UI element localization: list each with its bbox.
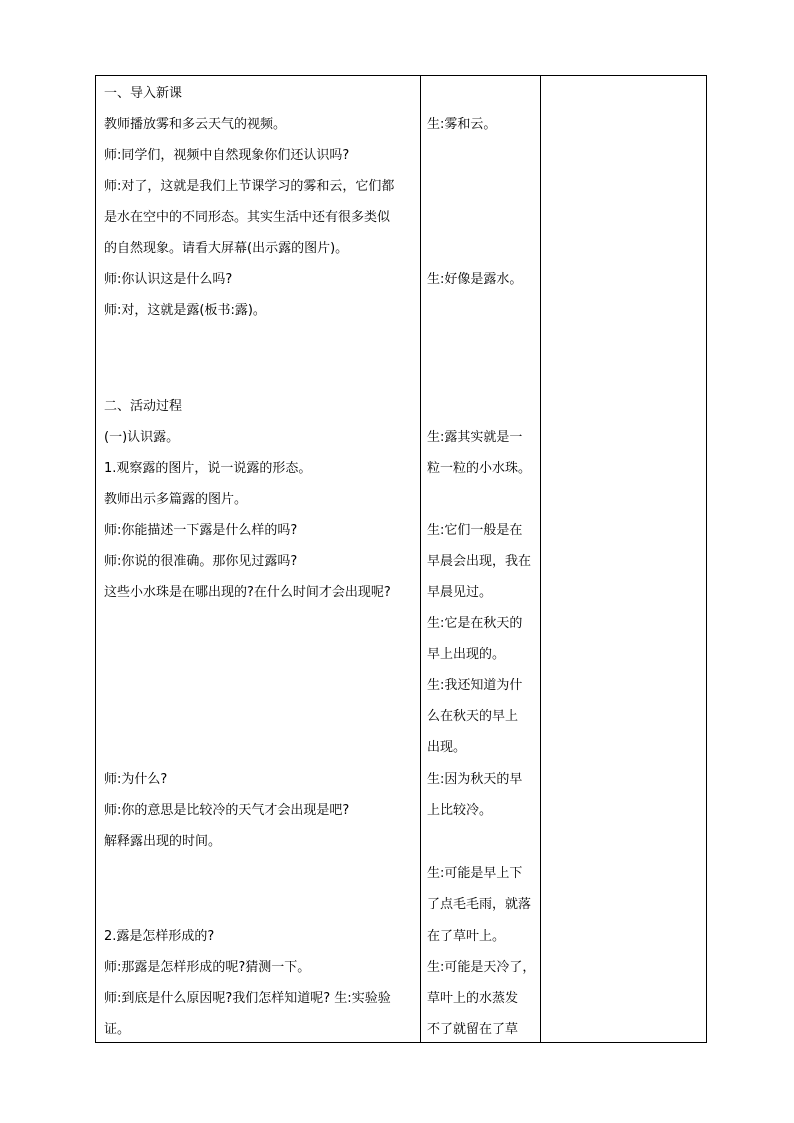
section-heading: 二、活动过程 (104, 399, 183, 414)
text-line: 生:露其实就是一 (427, 430, 523, 445)
text-line: 师:你认识这是什么吗? (104, 272, 233, 287)
text-line: 是水在空中的不同形态。其实生活中还有很多类似 (104, 210, 391, 225)
text-line: 证。 (104, 1022, 131, 1037)
text-line: 生:它是在秋天的 (427, 616, 523, 631)
text-line: 解释露出现的时间。 (104, 834, 222, 849)
text-line: 师:你能描述一下露是什么样的吗? (104, 523, 298, 538)
notes-cell (541, 76, 706, 1042)
text-line: 师:你的意思是比较冷的天气才会出现是吧? (104, 803, 350, 818)
text-line: 生:我还知道为什 (427, 678, 523, 693)
text-line: 师:那露是怎样形成的呢?猜测一下。 (104, 960, 311, 975)
text-line: 教师出示多篇露的图片。 (104, 492, 248, 507)
text-line: 师:对了，这就是我们上节课学习的雾和云，它们都 (104, 179, 395, 194)
text-line: 这些小水珠是在哪出现的?在什么时间才会出现呢? (104, 585, 391, 600)
text-line: 生:好像是露水。 (427, 272, 523, 287)
text-line: 1.观察露的图片，说一说露的形态。 (104, 461, 312, 476)
text-line: 师:同学们，视频中自然现象你们还认识吗? (104, 148, 350, 163)
text-line: 出现。 (427, 740, 467, 755)
text-line: 上比较冷。 (427, 803, 493, 818)
text-line: 师:为什么? (104, 772, 168, 787)
text-line: 在了草叶上。 (427, 929, 506, 944)
text-line: (一)认识露。 (104, 430, 180, 445)
text-line: 了点毛毛雨，就落 (427, 897, 532, 912)
teacher-activity-cell (96, 76, 420, 1042)
text-line: 生:因为秋天的早 (427, 772, 523, 787)
text-line: 的自然现象。请看大屏幕(出示露的图片)。 (104, 241, 349, 256)
text-line: 生:它们一般是在 (427, 523, 523, 538)
text-line: 早上出现的。 (427, 647, 506, 662)
text-line: 草叶上的水蒸发 (427, 991, 519, 1006)
text-line: 么在秋天的早上 (427, 709, 519, 724)
text-line: 粒一粒的小水珠。 (427, 461, 532, 476)
text-line: 早晨会出现，我在 (427, 554, 532, 569)
text-line: 不了就留在了草 (427, 1022, 519, 1037)
text-line: 一、导入新课 (104, 86, 183, 101)
student-activity-cell (421, 76, 540, 1042)
text-line: 师:对，这就是露(板书:露)。 (104, 303, 266, 318)
text-line: 生:可能是早上下 (427, 866, 523, 881)
lesson-plan-table (95, 75, 707, 1043)
text-line: 生:雾和云。 (427, 117, 497, 132)
text-line: 2.露是怎样形成的? (104, 929, 215, 944)
text-line: 师:到底是什么原因呢?我们怎样知道呢? 生:实验验 (104, 991, 391, 1006)
text-line: 教师播放雾和多云天气的视频。 (104, 117, 287, 132)
text-line: 师:你说的很准确。那你见过露吗? (104, 554, 298, 569)
text-line: 早晨见过。 (427, 585, 493, 600)
text-line: 生:可能是天冷了， (427, 960, 536, 975)
